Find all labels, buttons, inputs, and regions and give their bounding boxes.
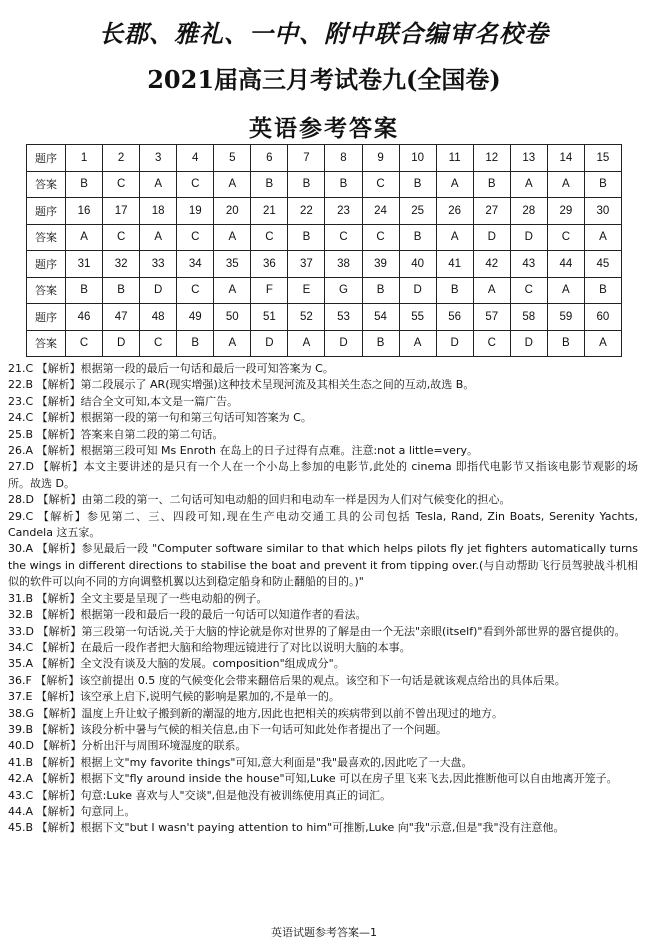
answer-cell: A (473, 277, 510, 304)
explanation-item: 32.B 【解析】根据第一段和最后一段的最后一句话可以知道作者的看法。 (8, 608, 367, 622)
question-number-cell: 5 (214, 145, 251, 172)
answer-cell: D (103, 330, 140, 357)
question-number-cell: 54 (362, 304, 399, 331)
answer-table (26, 144, 622, 357)
explanation-item: 36.F 【解析】该空前提出 0.5 度的气候变化会带来翻倍后果的观点。该空和下一句话是就该观点给出的具体后果。 (8, 673, 566, 687)
answer-cell: B (362, 330, 399, 357)
answer-cell: A (140, 171, 177, 198)
question-number-cell: 59 (547, 304, 584, 331)
answer-cell: A (288, 330, 325, 357)
question-number-cell: 57 (473, 304, 510, 331)
answer-cell: D (510, 330, 547, 357)
question-number-cell: 39 (362, 251, 399, 278)
table-number-row (27, 198, 622, 225)
question-number-cell: 2 (103, 145, 140, 172)
question-number-cell: 46 (66, 304, 103, 331)
question-number-cell: 41 (436, 251, 473, 278)
answer-cell: A (547, 277, 584, 304)
answer-cell: F (251, 277, 288, 304)
question-number-cell: 31 (66, 251, 103, 278)
row-label: 答案 (27, 171, 66, 198)
question-number-cell: 43 (510, 251, 547, 278)
question-number-cell: 47 (103, 304, 140, 331)
question-number-cell: 34 (177, 251, 214, 278)
answer-cell: A (214, 330, 251, 357)
schools-header: 长郡、雅礼、一中、附中联合编审名校卷 (99, 19, 549, 48)
row-label: 答案 (27, 277, 66, 304)
answer-cell: B (66, 171, 103, 198)
answer-cell: C (140, 330, 177, 357)
question-number-cell: 16 (66, 198, 103, 225)
question-number-cell: 8 (325, 145, 362, 172)
answer-cell: D (399, 277, 436, 304)
answer-cell: D (510, 224, 547, 251)
question-number-cell: 18 (140, 198, 177, 225)
explanation-item: 35.A 【解析】全文没有谈及大脑的发展。composition"组成成分"。 (8, 657, 345, 671)
answer-cell: C (510, 277, 547, 304)
answer-cell: C (177, 171, 214, 198)
question-number-cell: 12 (473, 145, 510, 172)
question-number-cell: 42 (473, 251, 510, 278)
question-number-cell: 32 (103, 251, 140, 278)
explanation-item: 22.B 【解析】第二段展示了 AR(现实增强)这种技术呈现河流及其相关生态之间的互动,故选 B。 (8, 378, 475, 392)
answer-cell: B (436, 277, 473, 304)
answer-cell: A (214, 277, 251, 304)
row-label: 题序 (27, 198, 66, 225)
question-number-cell: 1 (66, 145, 103, 172)
explanation-item: 43.C 【解析】句意:Luke 喜欢与人"交谈",但是他没有被训练使用真正的词汇。 (8, 788, 392, 802)
question-number-cell: 14 (547, 145, 584, 172)
explanation-item: 38.G 【解析】温度上升让蚊子搬到新的潮湿的地方,因此也把相关的疾病带到以前不曾出现过的地方。 (8, 706, 504, 720)
question-number-cell: 9 (362, 145, 399, 172)
table-number-row (27, 145, 622, 172)
question-number-cell: 35 (214, 251, 251, 278)
question-number-cell: 60 (584, 304, 621, 331)
explanation-item: 41.B 【解析】根据上文"my favorite things"可知,意大利面是"我"最喜欢的,因此吃了一大盘。 (8, 755, 473, 769)
answer-cell: C (473, 330, 510, 357)
question-number-cell: 40 (399, 251, 436, 278)
answer-cell: C (362, 171, 399, 198)
answer-cell: D (251, 330, 288, 357)
answer-cell: A (436, 171, 473, 198)
question-number-cell: 38 (325, 251, 362, 278)
table-answer-row (27, 277, 622, 304)
question-number-cell: 15 (584, 145, 621, 172)
answer-cell: D (325, 330, 362, 357)
question-number-cell: 20 (214, 198, 251, 225)
answer-cell: A (584, 224, 621, 251)
explanation-item: 45.B 【解析】根据下文"but I wasn't paying attention to him"可推断,Luke 向"我"示意,但是"我"没有注意他。 (8, 821, 565, 835)
explanation-item: 37.E 【解析】该空承上启下,说明气候的影响是累加的,不是单一的。 (8, 690, 340, 704)
subject-title: 英语参考答案 (249, 115, 399, 142)
question-number-cell: 37 (288, 251, 325, 278)
explanation-item: 31.B 【解析】全文主要是呈现了一些电动船的例子。 (8, 591, 268, 605)
explanation-item: 42.A 【解析】根据下文"fly around inside the house"可知,Luke 可以在房子里飞来飞去,因此推断他可以自由地离开笼子。 (8, 772, 618, 786)
row-label: 题序 (27, 251, 66, 278)
question-number-cell: 23 (325, 198, 362, 225)
answer-cell: A (66, 224, 103, 251)
explanations-list (8, 361, 638, 837)
row-label: 答案 (27, 330, 66, 357)
row-label: 答案 (27, 224, 66, 251)
question-number-cell: 7 (288, 145, 325, 172)
question-number-cell: 24 (362, 198, 399, 225)
answer-cell: G (325, 277, 362, 304)
question-number-cell: 27 (473, 198, 510, 225)
question-number-cell: 56 (436, 304, 473, 331)
answer-cell: C (547, 224, 584, 251)
question-number-cell: 44 (547, 251, 584, 278)
answer-cell: A (399, 330, 436, 357)
question-number-cell: 3 (140, 145, 177, 172)
answer-cell: C (103, 171, 140, 198)
answer-cell: B (547, 330, 584, 357)
explanation-item: 27.D 【解析】本文主要讲述的是只有一个人在一个小岛上参加的电影节,此处的 cinema 即指代电影节又指该电影节观影的场所。故选 D。 (8, 460, 638, 490)
answer-cell: B (288, 171, 325, 198)
question-number-cell: 55 (399, 304, 436, 331)
explanation-item: 24.C 【解析】根据第一段的第一句和第三句话可知答案为 C。 (8, 411, 312, 425)
question-number-cell: 28 (510, 198, 547, 225)
question-number-cell: 25 (399, 198, 436, 225)
answer-cell: B (399, 171, 436, 198)
answer-cell: B (325, 171, 362, 198)
question-number-cell: 49 (177, 304, 214, 331)
answer-cell: B (66, 277, 103, 304)
answer-cell: B (177, 330, 214, 357)
answer-cell: D (473, 224, 510, 251)
answer-cell: C (177, 224, 214, 251)
exam-title: 2021届高三月考试卷九(全国卷) (147, 65, 501, 94)
explanation-item: 25.B 【解析】答案来自第二段的第二句话。 (8, 427, 224, 441)
question-number-cell: 29 (547, 198, 584, 225)
answer-cell: B (399, 224, 436, 251)
question-number-cell: 11 (436, 145, 473, 172)
answer-cell: B (584, 277, 621, 304)
answer-cell: A (140, 224, 177, 251)
explanation-item: 30.A 【解析】参见最后一段 "Computer software similar to that which helps pilots fly jet fighters automatically turns the wings in different directions to stabilise the boat and prevent it from tipping over.(与自动帮助飞行员驾驶战斗机相似的软件可以向不同的方向调整机翼以达到稳定船身和防止翻船的目的。)" (8, 542, 638, 589)
answer-cell: C (177, 277, 214, 304)
explanation-item: 39.B 【解析】该段分析中暑与气候的相关信息,由下一句话可知此处作者提出了一个问题。 (8, 722, 448, 736)
answer-cell: D (140, 277, 177, 304)
question-number-cell: 33 (140, 251, 177, 278)
question-number-cell: 50 (214, 304, 251, 331)
page-footer: 英语试题参考答案—1 (271, 926, 377, 939)
explanation-item: 34.C 【解析】在最后一段作者把大脑和给物理远镜进行了对比以说明大脑的本事。 (8, 640, 411, 654)
table-number-row (27, 251, 622, 278)
question-number-cell: 13 (510, 145, 547, 172)
answer-cell: B (251, 171, 288, 198)
explanation-item: 29.C 【解析】参见第二、三、四段可知,现在生产电动交通工具的公司包括 Tesla, Rand, Zin Boats, Serenity Yachts, Candela 这五家。 (8, 509, 638, 540)
question-number-cell: 4 (177, 145, 214, 172)
answer-cell: A (510, 171, 547, 198)
question-number-cell: 22 (288, 198, 325, 225)
table-answer-row (27, 224, 622, 251)
table-answer-row (27, 330, 622, 357)
table-number-row (27, 304, 622, 331)
answer-cell: B (584, 171, 621, 198)
question-number-cell: 51 (251, 304, 288, 331)
answer-cell: C (325, 224, 362, 251)
answer-cell: C (103, 224, 140, 251)
explanation-item: 28.D 【解析】由第二段的第一、二句话可知电动船的回归和电动车一样是因为人们对气候变化的担心。 (8, 493, 511, 507)
answer-cell: B (288, 224, 325, 251)
question-number-cell: 17 (103, 198, 140, 225)
answer-cell: B (473, 171, 510, 198)
answer-cell: A (584, 330, 621, 357)
explanation-item: 26.A 【解析】根据第三段可知 Ms Enroth 在岛上的日子过得有点难。注意:not a little=very。 (8, 444, 478, 458)
question-number-cell: 58 (510, 304, 547, 331)
question-number-cell: 48 (140, 304, 177, 331)
explanation-item: 23.C 【解析】结合全文可知,本文是一篇广告。 (8, 394, 239, 408)
explanation-item: 21.C 【解析】根据第一段的最后一句话和最后一段可知答案为 C。 (8, 362, 334, 375)
answer-cell: A (547, 171, 584, 198)
answer-cell: C (362, 224, 399, 251)
row-label: 题序 (27, 304, 66, 331)
question-number-cell: 36 (251, 251, 288, 278)
table-answer-row (27, 171, 622, 198)
answer-cell: A (436, 224, 473, 251)
question-number-cell: 52 (288, 304, 325, 331)
question-number-cell: 6 (251, 145, 288, 172)
explanation-item: 33.D 【解析】第三段第一句话说,关于大脑的悖论就是你对世界的了解是由一个无法"亲眼(itself)"看到外部世界的器官提供的。 (8, 624, 626, 638)
answer-cell: D (436, 330, 473, 357)
explanation-item: 40.D 【解析】分析出汗与周围环境湿度的联系。 (8, 739, 247, 753)
answer-cell: B (362, 277, 399, 304)
question-number-cell: 21 (251, 198, 288, 225)
question-number-cell: 30 (584, 198, 621, 225)
row-label: 题序 (27, 145, 66, 172)
question-number-cell: 45 (584, 251, 621, 278)
question-number-cell: 26 (436, 198, 473, 225)
answer-cell: A (214, 224, 251, 251)
answer-cell: C (66, 330, 103, 357)
answer-cell: C (251, 224, 288, 251)
question-number-cell: 53 (325, 304, 362, 331)
explanation-item: 44.A 【解析】句意同上。 (8, 804, 136, 818)
answer-cell: A (214, 171, 251, 198)
answer-cell: B (103, 277, 140, 304)
question-number-cell: 19 (177, 198, 214, 225)
answer-cell: E (288, 277, 325, 304)
question-number-cell: 10 (399, 145, 436, 172)
